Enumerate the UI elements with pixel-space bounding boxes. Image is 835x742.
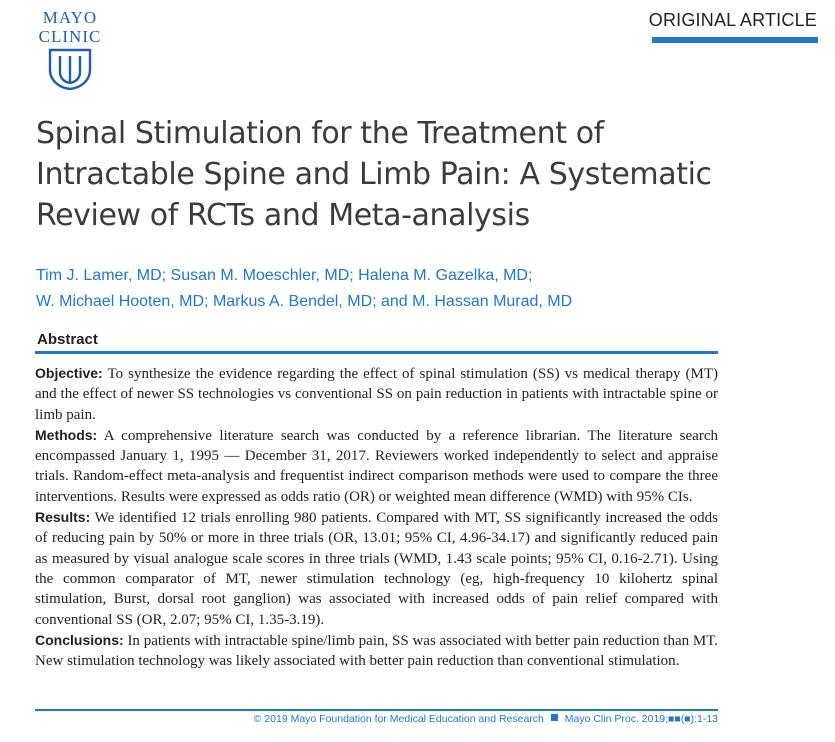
section-text: A comprehensive literature search was conducted by a reference librarian. The literature search encompassed January 1, 1995 — December 31, 2017. Reviewers worked independently to select and appraise trials. Random-effect meta-analysis and frequentist indirect comparison methods were used to compare the three interventions. Results were expressed as odds ratio (OR) or weighted mean difference (WMD) with 95% CIs. (35, 427, 718, 505)
abstract-body (35, 363, 718, 671)
section-label: Conclusions: (35, 631, 124, 648)
article-title: Spinal Stimulation for the Treatment of Intractable Spine and Limb Pain: A Systematic Review of RCTs and Meta-analysis (36, 116, 712, 233)
section-text: We identified 12 trials enrolling 980 patients. Compared with MT, SS significantly increased the odds of reducing pain by 50% or more in three trials (OR, 13.01; 95% CI, 4.96-34.17) and significantly reduced pain as measured by visual analogue scale scores in three trials (WMD, 1.43 scale points; 95% CI, 0.16-2.71). Using the common comparator of MT, newer stimulation technology (eg, high-frequency 10 kilohertz spinal stimulation, Burst, dorsal root ganglion) was associated with increased odds of pain relief compared with conventional SS (OR, 2.07; 95% CI, 1.35-3.19). (35, 510, 718, 628)
author-list (36, 263, 736, 315)
section-text: In patients with intractable spine/limb pain, SS was associated with better pain reduction than MT. New stimulation technology was likely associated with better pain reduction than conventional stimulation. (35, 632, 719, 670)
section-text: To synthesize the evidence regarding the effect of spinal stimulation (SS) vs medical therapy (MT) and the effect of newer SS technologies vs conventional SS on pain reduction in patients with intractable spine or limb pain. (35, 366, 718, 423)
separator-square-icon (551, 714, 558, 721)
section-label: Results: (35, 509, 91, 526)
author-line-1[interactable]: Tim J. Lamer, MD; Susan M. Moeschler, MD; Halena M. Gazelka, MD; (36, 267, 533, 284)
abstract-results (35, 507, 718, 630)
section-label: Methods: (35, 426, 98, 443)
footer (254, 713, 718, 725)
article-type-label: ORIGINAL ARTICLE (648, 10, 817, 30)
footer-divider (35, 709, 718, 711)
footer-citation: Mayo Clin Proc. 2019;■■(■):1-13 (564, 713, 718, 725)
logo-line-2: CLINIC (38, 27, 102, 46)
mayo-shield-icon (48, 48, 92, 90)
section-label: Objective: (35, 365, 103, 381)
author-line-2[interactable]: W. Michael Hooten, MD; Markus A. Bendel, MD; and M. Hassan Murad, MD (36, 293, 573, 310)
footer-copyright: © 2019 Mayo Foundation for Medical Education and Research (253, 713, 544, 725)
abstract-divider (35, 351, 718, 354)
abstract-objective (35, 363, 718, 425)
abstract-methods (35, 425, 718, 507)
logo-line-1: MAYO (42, 8, 98, 27)
abstract-heading: Abstract (37, 331, 98, 348)
mayo-clinic-logo (34, 8, 106, 90)
abstract-conclusions (35, 630, 718, 672)
article-type-bar (652, 37, 818, 43)
